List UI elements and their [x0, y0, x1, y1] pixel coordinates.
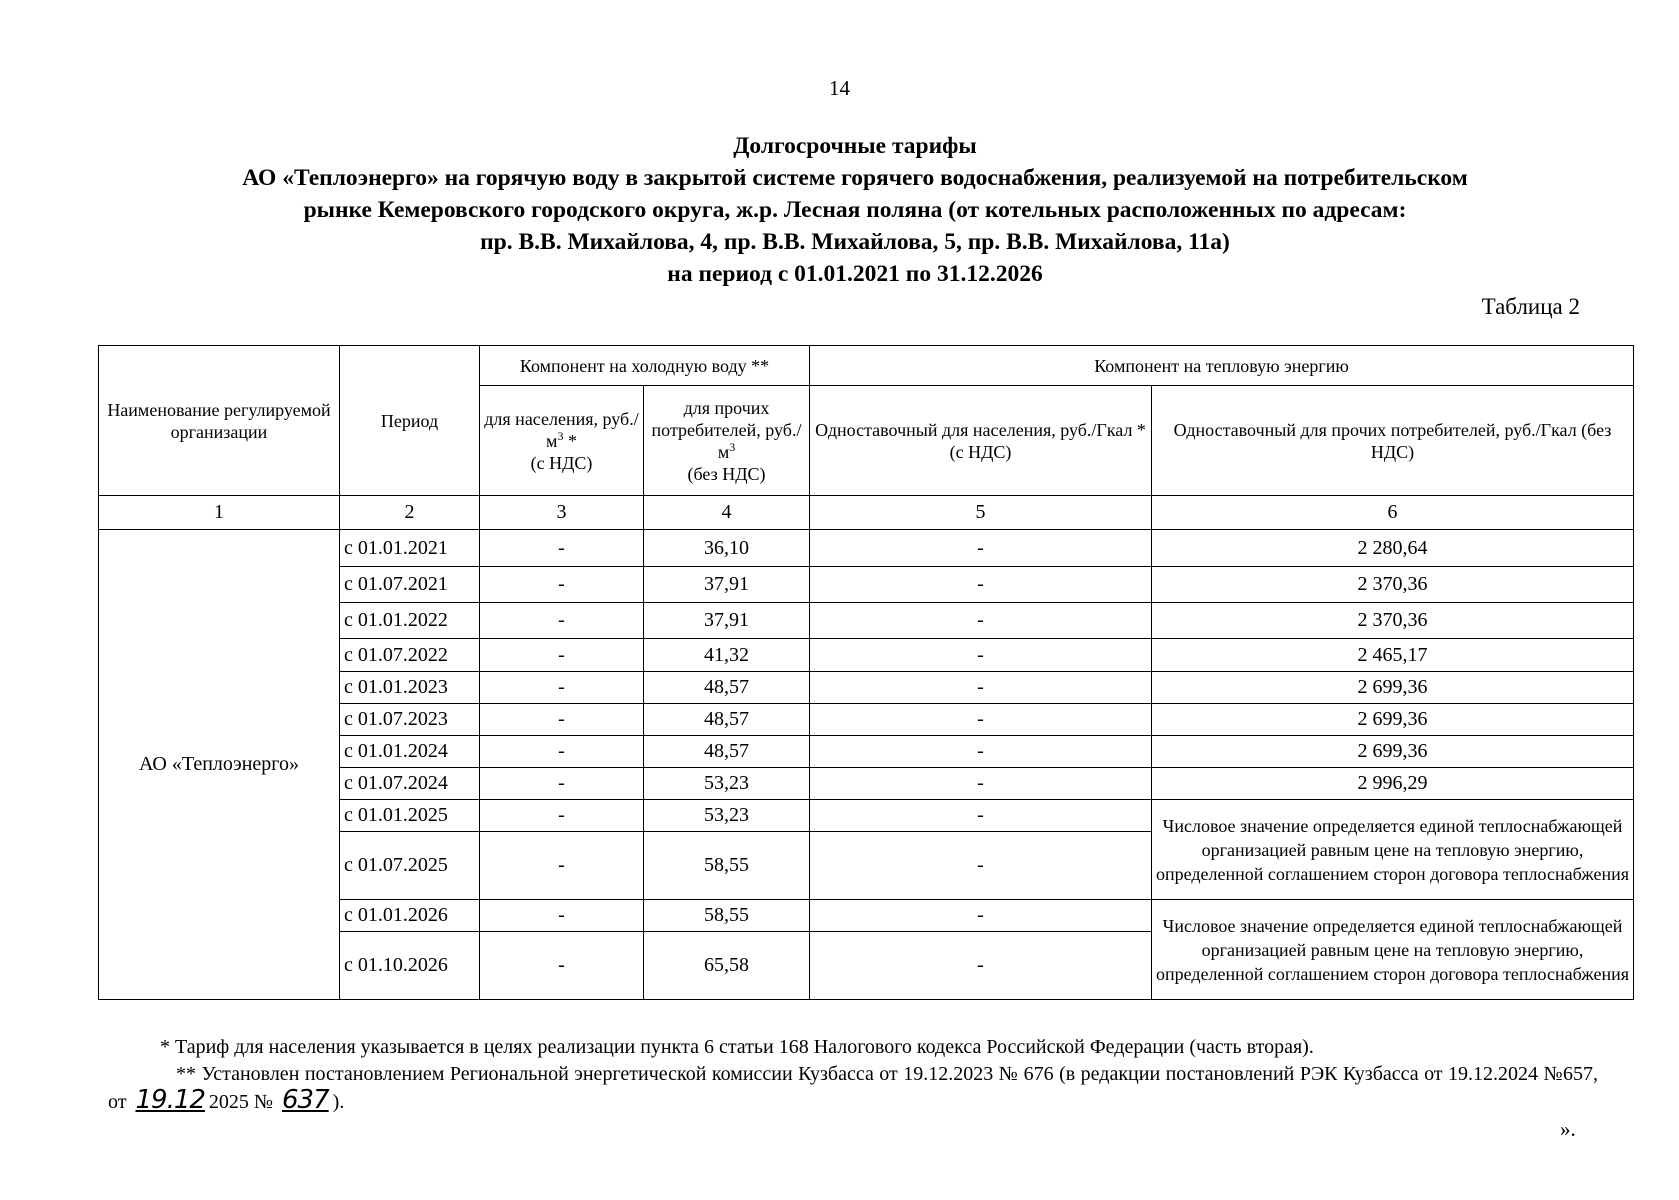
period-cell: с 01.01.2024: [340, 736, 480, 768]
other-heat-cell: 2 370,36: [1152, 603, 1634, 639]
pop-heat-cell: -: [810, 567, 1152, 603]
other-cold-cell: 58,55: [644, 900, 810, 932]
pop-cold-cell: -: [480, 900, 644, 932]
other-cold-cell: 48,57: [644, 736, 810, 768]
tariff-table: [98, 345, 1634, 1000]
other-heat-cell: 2 996,29: [1152, 768, 1634, 800]
pop-cold-cell: -: [480, 704, 644, 736]
period-cell: с 01.07.2022: [340, 639, 480, 672]
other-cold-cell: 37,91: [644, 567, 810, 603]
other-cold-cell: 53,23: [644, 800, 810, 832]
closing-quote: ».: [1560, 1117, 1576, 1141]
header-col3-text: для населения, руб./м: [484, 408, 639, 451]
header-col3-mark: *: [563, 430, 577, 451]
footnote-2: [108, 1061, 1598, 1115]
handwritten-date: 19.12: [135, 1085, 205, 1115]
other-cold-cell: 58,55: [644, 832, 810, 900]
pop-heat-cell: -: [810, 639, 1152, 672]
header-col6: Одноставочный для прочих потребителей, руб./Гкал (без НДС): [1152, 386, 1634, 496]
period-cell: с 01.01.2025: [340, 800, 480, 832]
period-cell: с 01.01.2022: [340, 603, 480, 639]
header-org: Наименование регулируемой организации: [99, 346, 340, 496]
title-line-3: рынке Кемеровского городского округа, ж.р. Лесная поляна (от котельных расположенных по адресам:: [303, 197, 1407, 223]
pop-heat-cell: -: [810, 736, 1152, 768]
pop-cold-cell: -: [480, 567, 644, 603]
other-cold-cell: 41,32: [644, 639, 810, 672]
pop-cold-cell: -: [480, 736, 644, 768]
period-cell: с 01.07.2021: [340, 567, 480, 603]
other-heat-cell: 2 699,36: [1152, 672, 1634, 704]
pop-cold-cell: -: [480, 832, 644, 900]
footnote-2-year: 2025 №: [208, 1091, 274, 1113]
other-cold-cell: 48,57: [644, 704, 810, 736]
pop-heat-cell: -: [810, 832, 1152, 900]
header-col3: [480, 386, 644, 496]
period-cell: с 01.01.2021: [340, 530, 480, 567]
header-col4: [644, 386, 810, 496]
organization-cell: АО «Теплоэнерго»: [99, 530, 340, 1000]
pop-cold-cell: -: [480, 530, 644, 567]
heat-note-cell: Числовое значение определяется единой теплоснабжающей организацией равным цене на тепловую энергию, определенной соглашением сторон договора теплоснабжения: [1152, 800, 1634, 900]
document-title: [60, 130, 1650, 290]
table-row: [99, 530, 1634, 567]
header-period: Период: [340, 346, 480, 496]
pop-cold-cell: -: [480, 932, 644, 1000]
other-heat-cell: 2 280,64: [1152, 530, 1634, 567]
footnote-2-end: ).: [332, 1091, 345, 1113]
pop-cold-cell: -: [480, 672, 644, 704]
col-number: 2: [340, 496, 480, 530]
pop-heat-cell: -: [810, 800, 1152, 832]
other-cold-cell: 36,10: [644, 530, 810, 567]
col-number: 4: [644, 496, 810, 530]
col-number: 6: [1152, 496, 1634, 530]
pop-cold-cell: -: [480, 603, 644, 639]
pop-heat-cell: -: [810, 672, 1152, 704]
pop-cold-cell: -: [480, 768, 644, 800]
heat-note-cell: Числовое значение определяется единой теплоснабжающей организацией равным цене на тепловую энергию, определенной соглашением сторон договора теплоснабжения: [1152, 900, 1634, 1000]
title-line-5: на период с 01.01.2021 по 31.12.2026: [667, 261, 1043, 287]
period-cell: с 01.10.2026: [340, 932, 480, 1000]
other-cold-cell: 37,91: [644, 603, 810, 639]
period-cell: с 01.01.2023: [340, 672, 480, 704]
title-line-2: АО «Теплоэнерго» на горячую воду в закрытой системе горячего водоснабжения, реализуемой на потребительском: [242, 165, 1468, 191]
title-line-1: Долгосрочные тарифы: [733, 133, 977, 159]
header-col4-vat: (без НДС): [687, 463, 766, 484]
handwritten-number: 637: [282, 1085, 329, 1115]
pop-heat-cell: -: [810, 900, 1152, 932]
pop-heat-cell: -: [810, 932, 1152, 1000]
header-col3-sup: 3: [557, 428, 564, 443]
other-heat-cell: 2 370,36: [1152, 567, 1634, 603]
page-number: 14: [829, 76, 850, 100]
footnote-2-text: ** Установлен постановлением Региональной энергетической комиссии Кузбасса от 19.12.2023 № 676 (в редакции постановлений РЭК Кузбасса от 19.12.2024 №657, от: [108, 1063, 1598, 1113]
footnote-1: * Тариф для населения указывается в целях реализации пункта 6 статьи 168 Налогового кодекса Российской Федерации (часть вторая).: [160, 1036, 1314, 1058]
pop-heat-cell: -: [810, 603, 1152, 639]
period-cell: с 01.07.2023: [340, 704, 480, 736]
pop-cold-cell: -: [480, 800, 644, 832]
period-cell: с 01.07.2025: [340, 832, 480, 900]
other-cold-cell: 53,23: [644, 768, 810, 800]
col-number: 3: [480, 496, 644, 530]
pop-heat-cell: -: [810, 530, 1152, 567]
header-col5: Одноставочный для населения, руб./Гкал * (с НДС): [810, 386, 1152, 496]
header-cold-water-group: Компонент на холодную воду **: [480, 346, 810, 386]
pop-heat-cell: -: [810, 768, 1152, 800]
other-heat-cell: 2 699,36: [1152, 704, 1634, 736]
pop-cold-cell: -: [480, 639, 644, 672]
header-thermal-group: Компонент на тепловую энергию: [810, 346, 1634, 386]
header-col3-vat: (с НДС): [530, 452, 593, 473]
other-heat-cell: 2 699,36: [1152, 736, 1634, 768]
table-caption: Таблица 2: [1481, 294, 1580, 319]
period-cell: с 01.01.2026: [340, 900, 480, 932]
other-cold-cell: 65,58: [644, 932, 810, 1000]
period-cell: с 01.07.2024: [340, 768, 480, 800]
col-number: 1: [99, 496, 340, 530]
pop-heat-cell: -: [810, 704, 1152, 736]
col-number: 5: [810, 496, 1152, 530]
other-cold-cell: 48,57: [644, 672, 810, 704]
title-line-4: пр. В.В. Михайлова, 4, пр. В.В. Михайлова, 5, пр. В.В. Михайлова, 11а): [480, 229, 1230, 255]
header-col4-sup: 3: [729, 439, 736, 454]
other-heat-cell: 2 465,17: [1152, 639, 1634, 672]
header-col4-text: для прочих потребителей, руб./м: [651, 397, 802, 462]
